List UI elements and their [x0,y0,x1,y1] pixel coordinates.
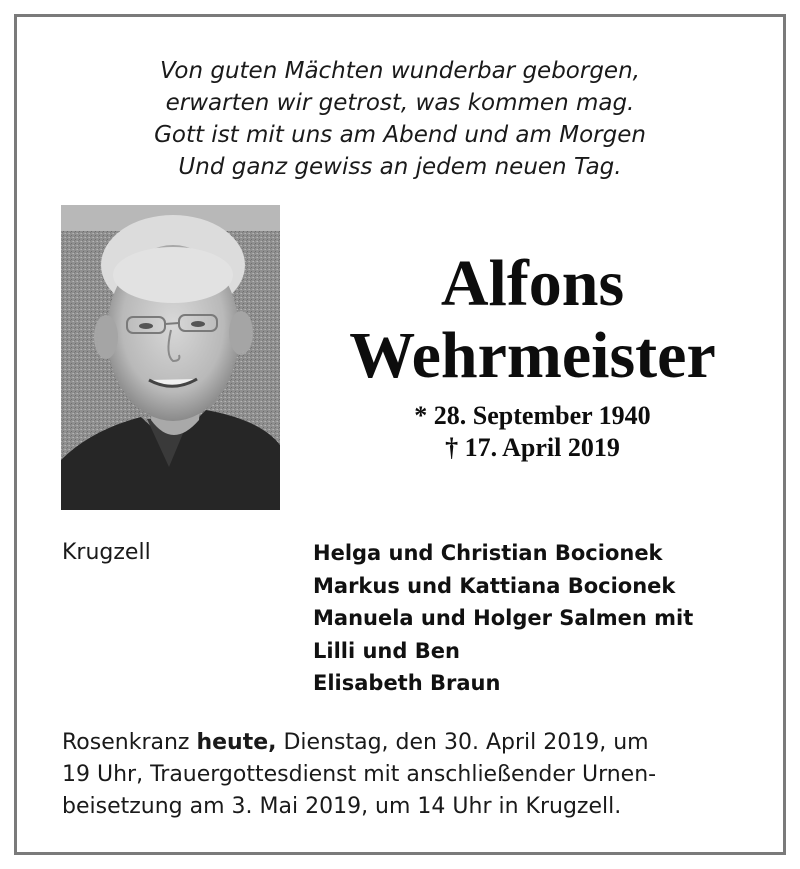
mourner-line: Markus und Kattiana Bocionek [313,573,676,598]
life-dates [305,400,760,464]
death-date: † 17. April 2019 [445,433,620,462]
service-line-2: 19 Uhr, Trauergottesdienst mit anschließender Urnen- [62,762,657,787]
deceased-name [305,248,760,392]
mourners-list [313,537,773,700]
mourner-line: Helga und Christian Bocionek [313,541,663,565]
portrait-photo [61,205,280,510]
mourner-line: Manuela und Holger Salmen mit [313,606,694,630]
poem [20,55,780,183]
mourner-line: Elisabeth Braun [313,671,501,695]
last-name: Wehrmeister [349,319,716,392]
service-info [62,727,742,823]
mourner-line: Lilli und Ben [313,638,460,663]
poem-line: Und ganz gewiss an jedem neuen Tag. [178,154,622,180]
first-name: Alfons [440,247,625,320]
birth-date: * 28. September 1940 [414,401,651,430]
service-suffix: Dienstag, den 30. April 2019, um [276,730,649,755]
poem-line: Von guten Mächten wunderbar geborgen, [160,58,640,84]
service-prefix: Rosenkranz [62,730,197,755]
poem-line: erwarten wir getrost, was kommen mag. [165,90,635,116]
service-today: heute, [196,730,277,755]
service-line-3: beisetzung am 3. Mai 2019, um 14 Uhr in Krugzell. [62,794,622,819]
poem-line: Gott ist mit uns am Abend und am Morgen [154,122,646,148]
place-name: Krugzell [62,540,151,565]
service-line-1 [62,727,742,759]
